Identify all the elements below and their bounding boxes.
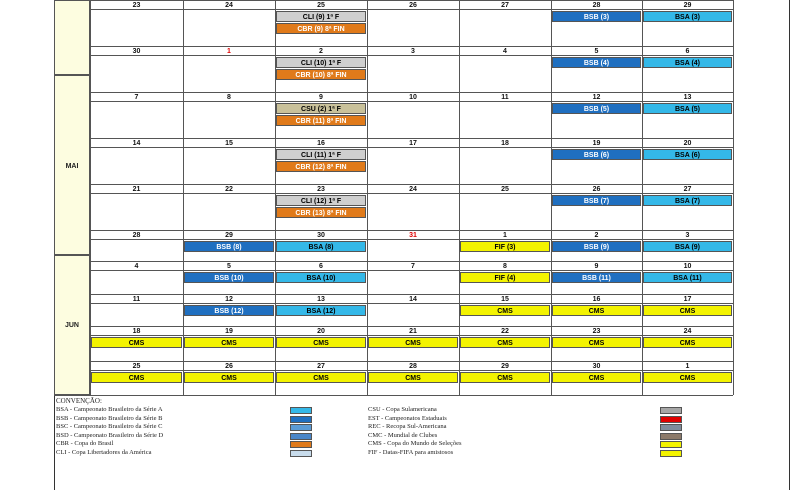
day-number: 18: [90, 327, 183, 336]
day-number: 25: [275, 1, 367, 10]
day-number: 9: [551, 262, 642, 271]
day-number: 22: [459, 327, 551, 336]
month-label-mai: MAI: [65, 163, 79, 170]
day-number: 23: [90, 1, 183, 10]
day-number: 6: [275, 262, 367, 271]
event-bsa[interactable]: BSA (9): [643, 241, 732, 252]
day-number: 23: [275, 185, 367, 194]
day-number: 14: [90, 139, 183, 148]
event-bsa[interactable]: BSA (12): [276, 305, 366, 316]
legend-swatch: [290, 433, 312, 440]
event-fif[interactable]: FIF (4): [460, 272, 550, 283]
day-number: 25: [90, 362, 183, 371]
day-number: 26: [551, 185, 642, 194]
day-number: 30: [275, 231, 367, 240]
event-bsb[interactable]: BSB (12): [184, 305, 274, 316]
event-bsb[interactable]: BSB (4): [552, 57, 641, 68]
column-separator: [90, 0, 91, 395]
event-cms[interactable]: CMS: [643, 372, 732, 383]
event-cms[interactable]: CMS: [552, 337, 641, 348]
day-number: 17: [642, 295, 733, 304]
day-number: 9: [275, 93, 367, 102]
event-bsa[interactable]: BSA (8): [276, 241, 366, 252]
event-cbr[interactable]: CBR (10) 8ª FIN: [276, 69, 366, 80]
column-separator: [642, 0, 643, 395]
day-number: 11: [459, 93, 551, 102]
column-separator: [367, 0, 368, 395]
day-number: 31: [367, 231, 459, 240]
legend-item: BSA - Campeonato Brasileiro da Série A: [56, 406, 163, 413]
legend-item: BSB - Campeonato Brasileiro da Série B: [56, 414, 163, 422]
day-number: 4: [90, 262, 183, 271]
event-cms[interactable]: CMS: [91, 372, 182, 383]
day-number: 13: [642, 93, 733, 102]
day-number: 21: [367, 327, 459, 336]
legend-item: FIF - Datas-FIFA para amistosos: [368, 448, 454, 456]
legend-swatch: [660, 424, 682, 431]
month-label-jun: JUN: [64, 322, 79, 329]
day-number: 14: [367, 295, 459, 304]
day-number: 8: [459, 262, 551, 271]
event-cbr[interactable]: CBR (11) 8ª FIN: [276, 115, 366, 126]
day-number: 1: [183, 47, 275, 56]
legend-swatch: [290, 416, 312, 423]
day-number: 20: [275, 327, 367, 336]
event-bsb[interactable]: BSB (10): [184, 272, 274, 283]
day-number: 24: [183, 1, 275, 10]
day-number: 28: [90, 231, 183, 240]
event-cbr[interactable]: CBR (9) 8ª FIN: [276, 23, 366, 34]
day-number: 24: [642, 327, 733, 336]
event-cms[interactable]: CMS: [276, 372, 366, 383]
day-number: 30: [551, 362, 642, 371]
day-number: 26: [183, 362, 275, 371]
day-number: 10: [367, 93, 459, 102]
event-bsb[interactable]: BSB (6): [552, 149, 641, 160]
day-number: 6: [642, 47, 733, 56]
day-number: 29: [642, 1, 733, 10]
day-number: 12: [183, 295, 275, 304]
legend-swatch: [660, 407, 682, 414]
day-number: 2: [551, 231, 642, 240]
legend-swatch: [660, 433, 682, 440]
legend-item: BSD - Campeonato Brasileiro da Série D: [56, 431, 164, 439]
day-number: 27: [275, 362, 367, 371]
event-cms[interactable]: CMS: [368, 337, 458, 348]
event-bsa[interactable]: BSA (7): [643, 195, 732, 206]
legend-item: CLI - Copa Libertadores da América: [56, 448, 152, 456]
day-number: 7: [90, 93, 183, 102]
legend-item: EST - Campeonatos Estaduais: [368, 414, 447, 422]
event-cms[interactable]: CMS: [184, 372, 274, 383]
column-separator: [275, 0, 276, 395]
event-bsa[interactable]: BSA (5): [643, 103, 732, 114]
event-cms[interactable]: CMS: [643, 337, 732, 348]
day-number: 21: [90, 185, 183, 194]
column-separator: [459, 0, 460, 395]
legend-swatch: [290, 424, 312, 431]
day-number: 8: [183, 93, 275, 102]
day-number: 5: [551, 47, 642, 56]
event-fif[interactable]: FIF (3): [460, 241, 550, 252]
event-cli[interactable]: CLI (11) 1ª F: [276, 149, 366, 160]
day-number: 30: [90, 47, 183, 56]
event-bsb[interactable]: BSB (5): [552, 103, 641, 114]
day-number: 29: [459, 362, 551, 371]
day-number: 27: [642, 185, 733, 194]
event-bsa[interactable]: BSA (11): [643, 272, 732, 283]
event-bsb[interactable]: BSB (9): [552, 241, 641, 252]
event-cms[interactable]: CMS: [368, 372, 458, 383]
day-number: 19: [551, 139, 642, 148]
event-cms[interactable]: CMS: [552, 372, 641, 383]
event-cms[interactable]: CMS: [184, 337, 274, 348]
event-cli[interactable]: CLI (9) 1ª F: [276, 11, 366, 22]
event-cms[interactable]: CMS: [91, 337, 182, 348]
day-number: 2: [275, 47, 367, 56]
month-column-top: [54, 0, 90, 75]
day-number: 23: [551, 327, 642, 336]
event-cli[interactable]: CLI (12) 1ª F: [276, 195, 366, 206]
event-bsb[interactable]: BSB (8): [184, 241, 274, 252]
legend-item: CMC - Mundial de Clubes: [368, 431, 438, 439]
event-bsa[interactable]: BSA (4): [643, 57, 732, 68]
event-cms[interactable]: CMS: [460, 305, 550, 316]
event-csu[interactable]: CSU (2) 1ª F: [276, 103, 366, 114]
event-bsa[interactable]: BSA (6): [643, 149, 732, 160]
event-bsb[interactable]: BSB (11): [552, 272, 641, 283]
day-number: 11: [90, 295, 183, 304]
event-bsa[interactable]: BSA (3): [643, 11, 732, 22]
day-number: 15: [183, 139, 275, 148]
day-number: 17: [367, 139, 459, 148]
legend-swatch: [290, 441, 312, 448]
legend-swatch: [660, 441, 682, 448]
day-number: 27: [459, 1, 551, 10]
legend-item: BSC - Campeonato Brasileiro da Série C: [56, 423, 163, 430]
day-number: 18: [459, 139, 551, 148]
day-number: 7: [367, 262, 459, 271]
day-number: 26: [367, 1, 459, 10]
event-bsb[interactable]: BSB (3): [552, 11, 641, 22]
day-number: 3: [642, 231, 733, 240]
day-number: 25: [459, 185, 551, 194]
day-number: 28: [367, 362, 459, 371]
day-number: 3: [367, 47, 459, 56]
legend-title: CONVENÇÃO:: [56, 397, 102, 405]
legend-item: REC - Recopa Sul-Americana: [368, 423, 447, 430]
event-bsb[interactable]: BSB (7): [552, 195, 641, 206]
event-cli[interactable]: CLI (10) 1ª F: [276, 57, 366, 68]
day-number: 29: [183, 231, 275, 240]
event-cms[interactable]: CMS: [643, 305, 732, 316]
day-number: 20: [642, 139, 733, 148]
day-number: 19: [183, 327, 275, 336]
event-cbr[interactable]: CBR (12) 8ª FIN: [276, 161, 366, 172]
event-cbr[interactable]: CBR (13) 8ª FIN: [276, 207, 366, 218]
legend-swatch: [660, 450, 682, 457]
day-number: 28: [551, 1, 642, 10]
legend-swatch: [660, 416, 682, 423]
day-number: 24: [367, 185, 459, 194]
column-separator: [551, 0, 552, 395]
event-cms[interactable]: CMS: [552, 305, 641, 316]
day-number: 1: [642, 362, 733, 371]
legend-item: CSU - Copa Sulamericana: [368, 406, 437, 413]
day-number: 10: [642, 262, 733, 271]
event-bsa[interactable]: BSA (10): [276, 272, 366, 283]
legend: [54, 395, 733, 466]
day-number: 5: [183, 262, 275, 271]
column-separator: [183, 0, 184, 395]
event-cms[interactable]: CMS: [460, 337, 550, 348]
day-number: 12: [551, 93, 642, 102]
day-number: 15: [459, 295, 551, 304]
day-number: 1: [459, 231, 551, 240]
legend-item: CBR - Copa do Brasil: [56, 440, 114, 447]
day-number: 16: [275, 139, 367, 148]
legend-swatch: [290, 407, 312, 414]
legend-swatch: [290, 450, 312, 457]
event-cms[interactable]: CMS: [460, 372, 550, 383]
day-number: 4: [459, 47, 551, 56]
legend-item: CMS - Copa do Mundo de Seleções: [368, 440, 462, 447]
day-number: 22: [183, 185, 275, 194]
day-number: 16: [551, 295, 642, 304]
column-separator: [733, 0, 734, 395]
event-cms[interactable]: CMS: [276, 337, 366, 348]
day-number: 13: [275, 295, 367, 304]
